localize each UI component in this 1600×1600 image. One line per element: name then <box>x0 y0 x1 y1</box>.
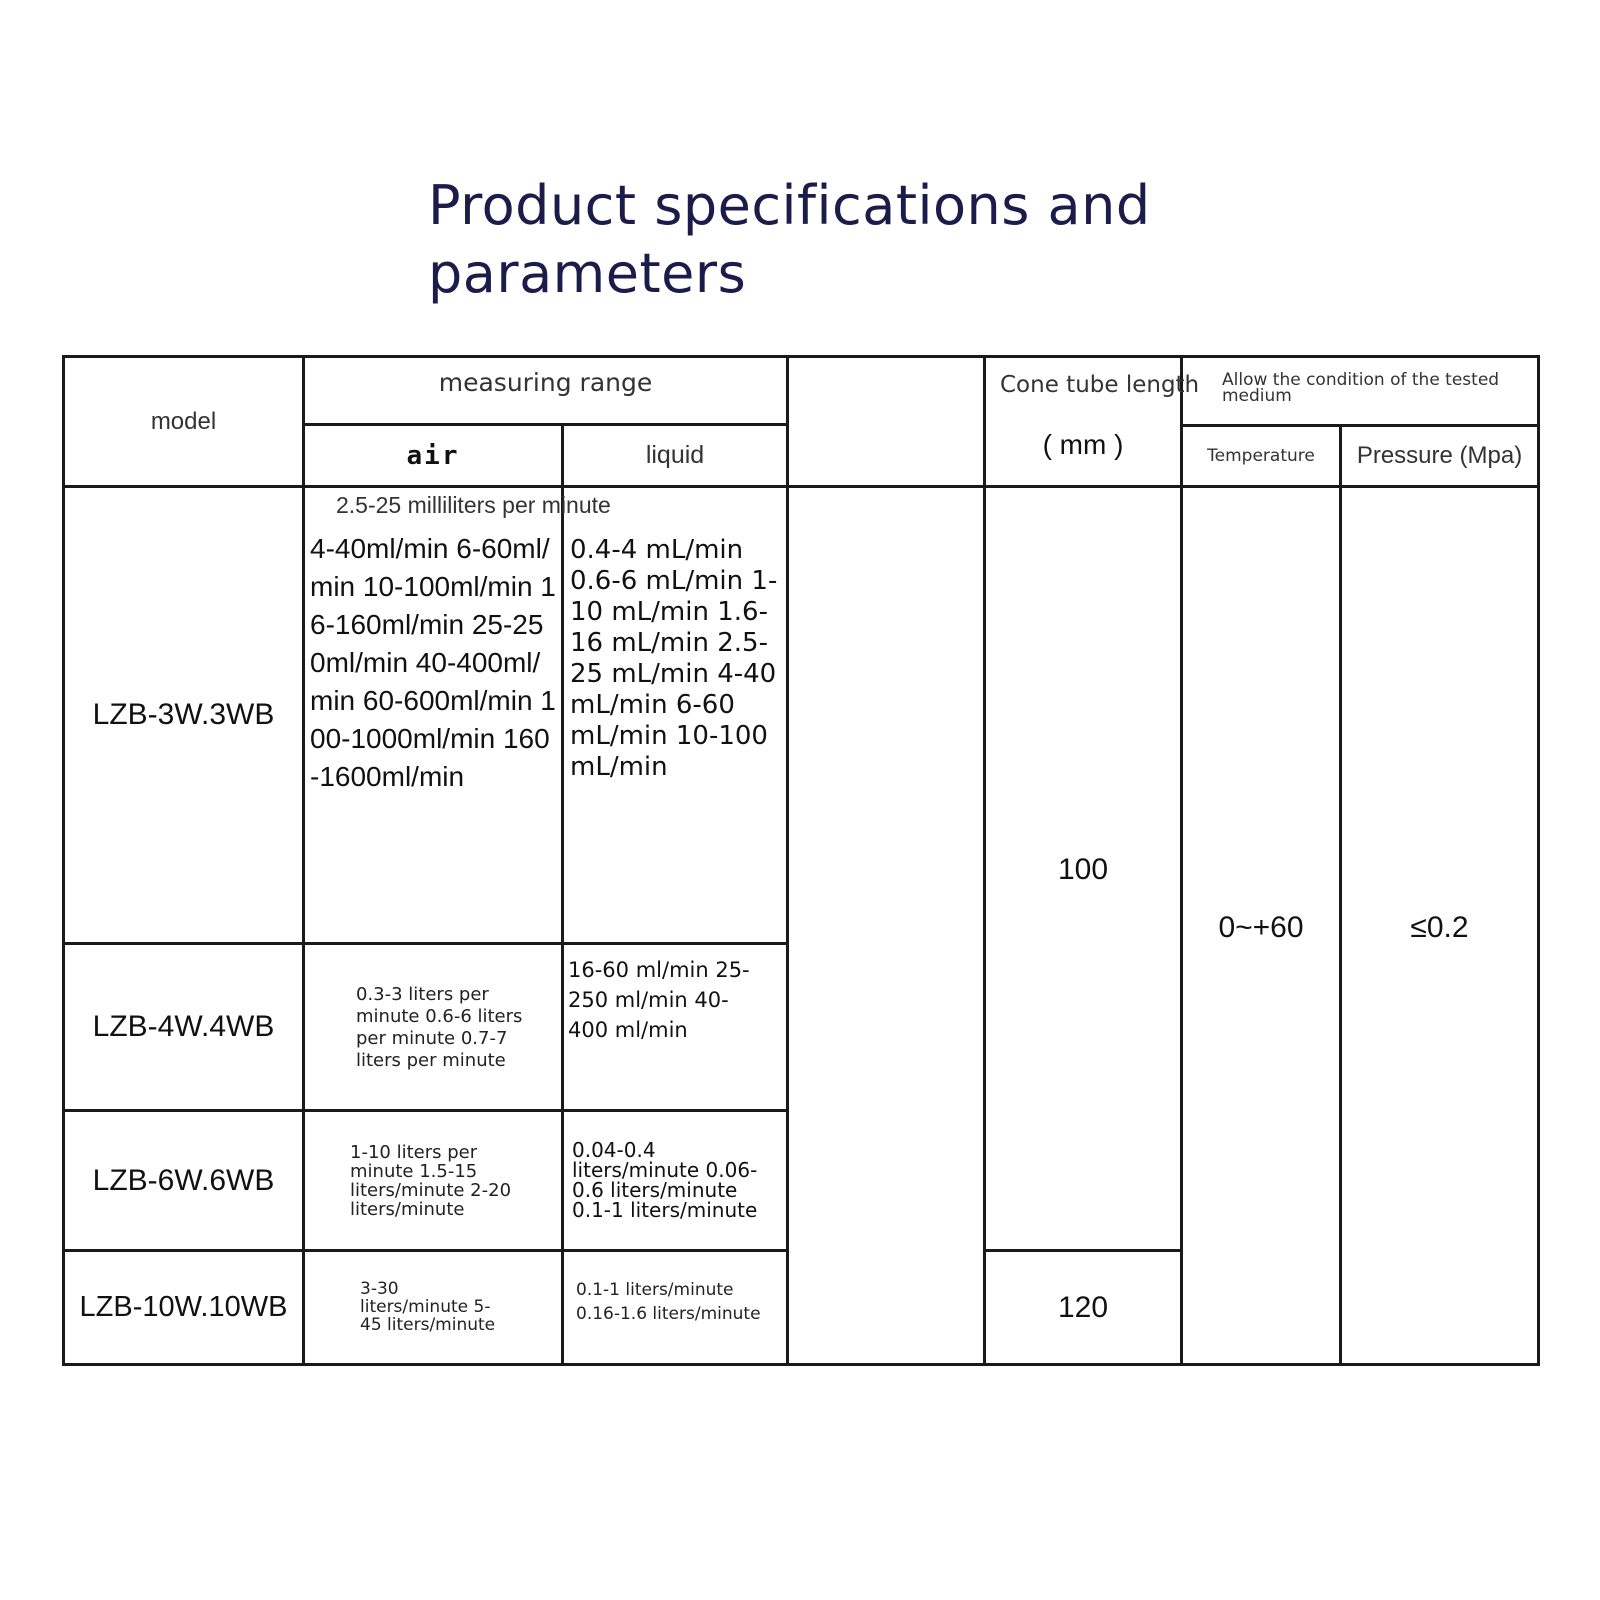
table-border-bottom <box>62 1363 1540 1366</box>
header-measuring-range: measuring range <box>438 367 653 397</box>
model-cell: LZB-4W.4WB <box>92 1010 275 1043</box>
header-air: air <box>406 440 460 471</box>
liquid-range-cell: 0.04-0.4 liters/minute 0.06-0.6 liters/minute 0.1-1 liters/minute <box>572 1138 758 1222</box>
column-divider <box>1339 424 1342 1366</box>
liquid-range-cell: 0.1-1 liters/minute 0.16-1.6 liters/minute <box>576 1280 761 1324</box>
air-range-cell: 3-30 liters/minute 5-45 liters/minute <box>360 1279 496 1335</box>
header-liquid: liquid <box>645 441 705 469</box>
header-allow-condition: Allow the condition of the tested medium <box>1222 370 1500 406</box>
header-model: model <box>150 407 217 435</box>
air-range-cell: 1-10 liters per minute 1.5-15 liters/minute 2-20 liters/minute <box>350 1142 512 1220</box>
header-pressure: Pressure (Mpa) <box>1356 442 1523 469</box>
column-divider <box>302 355 305 1366</box>
table-border-right <box>1537 355 1540 1366</box>
column-divider <box>1180 355 1183 1366</box>
header-mm-unit: ( mm ) <box>1042 429 1124 460</box>
temperature-value: 0~+60 <box>1218 911 1304 944</box>
model-cell: LZB-6W.6WB <box>92 1163 275 1197</box>
cone-length-value: 120 <box>1057 1290 1109 1324</box>
model-cell: LZB-3W.3WB <box>92 698 275 731</box>
header-cone-tube-length: Cone tube length <box>1000 372 1200 398</box>
air-range-cell: 4-40ml/min 6-60ml/min 10-100ml/min 16-160ml/min 25-250ml/min 40-400ml/min 60-600ml/min 100-1000ml/min 160-1600ml/min <box>310 533 556 792</box>
header-temperature: Temperature <box>1207 446 1315 466</box>
model-cell: LZB-10W.10WB <box>79 1291 288 1323</box>
page-title: Product specifications and parameters <box>428 174 1151 305</box>
liquid-range-cell: 0.4-4 mL/min 0.6-6 mL/min 1-10 mL/min 1.6-16 mL/min 2.5-25 mL/min 4-40 mL/min 6-60 mL/min 10-100 mL/min <box>570 535 778 782</box>
column-divider <box>786 355 789 1366</box>
air-range-top: 2.5-25 milliliters per minute <box>336 491 611 518</box>
column-divider <box>561 423 564 1366</box>
air-range-cell: 0.3-3 liters per minute 0.6-6 liters per minute 0.7-7 liters per minute <box>356 983 523 1071</box>
pressure-value: ≤0.2 <box>1410 911 1469 944</box>
liquid-range-cell: 16-60 ml/min 25-250 ml/min 40-400 ml/min <box>568 958 750 1042</box>
cone-length-value: 100 <box>1057 853 1109 886</box>
